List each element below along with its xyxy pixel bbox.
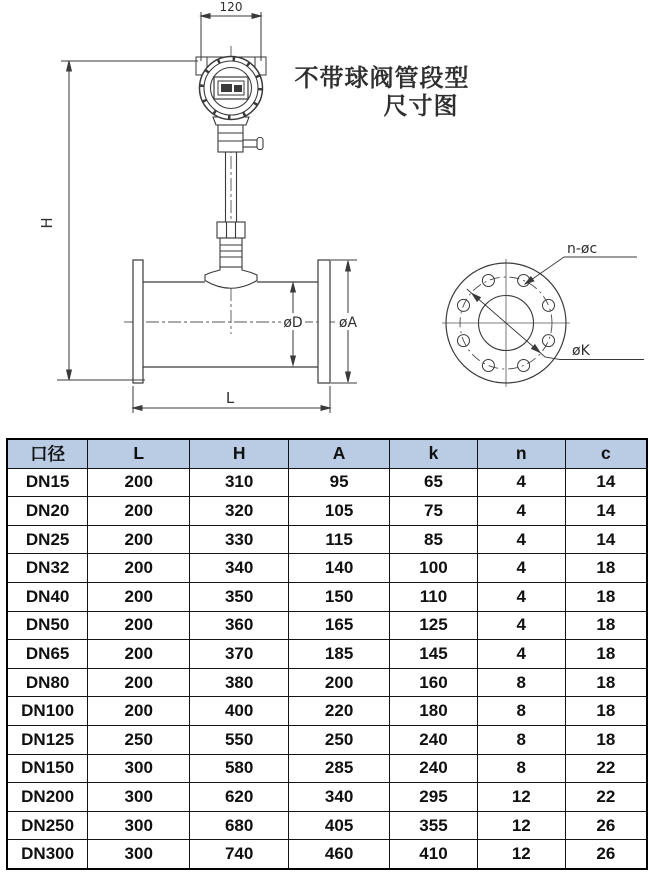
dim-label-L: L — [225, 389, 235, 407]
dim-H — [38, 61, 198, 380]
cell-n: 4 — [477, 525, 565, 554]
cell-c: 18 — [565, 668, 647, 697]
row-label: DN250 — [7, 811, 88, 840]
cell-H: 360 — [190, 611, 289, 640]
dimension-table — [6, 438, 648, 870]
row-label: DN65 — [7, 640, 88, 669]
cell-L: 200 — [88, 640, 190, 669]
cell-H: 580 — [190, 754, 289, 783]
row-label: DN300 — [7, 840, 88, 869]
cell-c: 22 — [565, 783, 647, 812]
table-row-DN150 — [7, 754, 647, 783]
cell-H: 330 — [190, 525, 289, 554]
cell-A: 405 — [289, 811, 390, 840]
cell-n: 4 — [477, 611, 565, 640]
dim-label-H: H — [38, 217, 56, 229]
table-row-DN100 — [7, 697, 647, 726]
cell-H: 400 — [190, 697, 289, 726]
cell-n: 4 — [477, 554, 565, 583]
cell-c: 22 — [565, 754, 647, 783]
cell-c: 18 — [565, 697, 647, 726]
dim-L — [133, 386, 330, 413]
dim-oA — [331, 260, 360, 383]
table-row-DN65 — [7, 640, 647, 669]
cell-k: 355 — [390, 811, 478, 840]
cell-n: 12 — [477, 783, 565, 812]
cell-A: 105 — [289, 497, 390, 526]
cell-n: 8 — [477, 754, 565, 783]
row-label: DN100 — [7, 697, 88, 726]
table-row-DN250 — [7, 811, 647, 840]
row-label: DN40 — [7, 582, 88, 611]
cell-c: 14 — [565, 497, 647, 526]
cell-c: 14 — [565, 468, 647, 497]
cell-L: 200 — [88, 468, 190, 497]
cell-c: 14 — [565, 525, 647, 554]
table-row-DN20 — [7, 497, 647, 526]
cell-L: 300 — [88, 754, 190, 783]
mounting-boss — [205, 267, 257, 288]
cell-c: 18 — [565, 725, 647, 754]
cell-A: 340 — [289, 783, 390, 812]
table-row-DN25 — [7, 525, 647, 554]
table-row-DN80 — [7, 668, 647, 697]
cell-L: 300 — [88, 783, 190, 812]
cell-L: 300 — [88, 811, 190, 840]
cell-H: 620 — [190, 783, 289, 812]
cell-L: 250 — [88, 725, 190, 754]
col-header-n: n — [477, 439, 565, 468]
cell-H: 380 — [190, 668, 289, 697]
drawing-title — [295, 64, 470, 120]
cell-H: 350 — [190, 582, 289, 611]
cell-n: 4 — [477, 497, 565, 526]
col-header-k: k — [390, 439, 478, 468]
cell-k: 110 — [390, 582, 478, 611]
cell-k: 65 — [390, 468, 478, 497]
table-row-DN125 — [7, 725, 647, 754]
cell-k: 145 — [390, 640, 478, 669]
table-row-DN200 — [7, 783, 647, 812]
row-label: DN200 — [7, 783, 88, 812]
cell-A: 200 — [289, 668, 390, 697]
cell-c: 26 — [565, 840, 647, 869]
table-row-DN15 — [7, 468, 647, 497]
cell-k: 410 — [390, 840, 478, 869]
cell-A: 185 — [289, 640, 390, 669]
dim-label-oK: øK — [572, 343, 590, 359]
row-label: DN150 — [7, 754, 88, 783]
col-header-H: H — [190, 439, 289, 468]
table-row-DN300 — [7, 840, 647, 869]
cell-H: 370 — [190, 640, 289, 669]
table-row-DN50 — [7, 611, 647, 640]
cell-A: 285 — [289, 754, 390, 783]
flange-front-view — [442, 241, 644, 387]
dim-label-n-oc: n-øc — [567, 241, 598, 257]
cell-H: 740 — [190, 840, 289, 869]
cell-k: 240 — [390, 725, 478, 754]
dim-label-oA: øA — [338, 315, 358, 331]
dim-n-oc-leader — [525, 257, 637, 284]
cell-n: 4 — [477, 468, 565, 497]
cell-H: 310 — [190, 468, 289, 497]
cell-L: 300 — [88, 840, 190, 869]
dim-table-body — [7, 468, 647, 869]
cell-n: 12 — [477, 840, 565, 869]
dim-label-oD: øD — [283, 315, 303, 331]
cell-k: 100 — [390, 554, 478, 583]
transmitter-head — [196, 57, 266, 120]
cell-L: 200 — [88, 582, 190, 611]
cell-A: 95 — [289, 468, 390, 497]
cell-n: 8 — [477, 697, 565, 726]
cell-n: 4 — [477, 640, 565, 669]
title-line-2: 尺寸图 — [383, 92, 459, 120]
cell-H: 550 — [190, 725, 289, 754]
cell-A: 140 — [289, 554, 390, 583]
cell-k: 295 — [390, 783, 478, 812]
row-label: DN15 — [7, 468, 88, 497]
cell-H: 320 — [190, 497, 289, 526]
row-label: DN80 — [7, 668, 88, 697]
col-header-c: c — [565, 439, 647, 468]
cell-k: 240 — [390, 754, 478, 783]
dim-table-header-row — [7, 439, 647, 468]
row-label: DN20 — [7, 497, 88, 526]
cell-A: 220 — [289, 697, 390, 726]
cell-n: 8 — [477, 668, 565, 697]
cell-L: 200 — [88, 611, 190, 640]
cell-k: 75 — [390, 497, 478, 526]
cell-n: 12 — [477, 811, 565, 840]
cell-L: 200 — [88, 525, 190, 554]
cell-c: 18 — [565, 554, 647, 583]
cell-c: 18 — [565, 582, 647, 611]
cell-A: 165 — [289, 611, 390, 640]
cell-k: 180 — [390, 697, 478, 726]
cell-n: 4 — [477, 582, 565, 611]
col-header-L: L — [88, 439, 190, 468]
table-row-DN32 — [7, 554, 647, 583]
cell-n: 8 — [477, 725, 565, 754]
cell-c: 26 — [565, 811, 647, 840]
cell-A: 150 — [289, 582, 390, 611]
transmitter-neck — [213, 117, 263, 152]
cable-entry-stub — [243, 140, 258, 147]
cell-A: 250 — [289, 725, 390, 754]
table-row-DN40 — [7, 582, 647, 611]
dim-label-120: 120 — [219, 0, 243, 14]
cell-H: 340 — [190, 554, 289, 583]
col-header-size: 口径 — [7, 439, 88, 468]
row-label: DN25 — [7, 525, 88, 554]
cell-L: 200 — [88, 554, 190, 583]
cell-H: 680 — [190, 811, 289, 840]
cell-L: 200 — [88, 497, 190, 526]
cell-L: 200 — [88, 668, 190, 697]
title-line-1: 不带球阀管段型 — [294, 64, 470, 92]
cell-A: 460 — [289, 840, 390, 869]
row-label: DN50 — [7, 611, 88, 640]
cell-c: 18 — [565, 611, 647, 640]
row-label: DN125 — [7, 725, 88, 754]
col-header-A: A — [289, 439, 390, 468]
dim-oK-leader — [467, 289, 644, 360]
cell-k: 160 — [390, 668, 478, 697]
cell-A: 115 — [289, 525, 390, 554]
cell-k: 85 — [390, 525, 478, 554]
row-label: DN32 — [7, 554, 88, 583]
cell-c: 18 — [565, 640, 647, 669]
cell-L: 200 — [88, 697, 190, 726]
cell-k: 125 — [390, 611, 478, 640]
dim-oD — [281, 283, 305, 365]
